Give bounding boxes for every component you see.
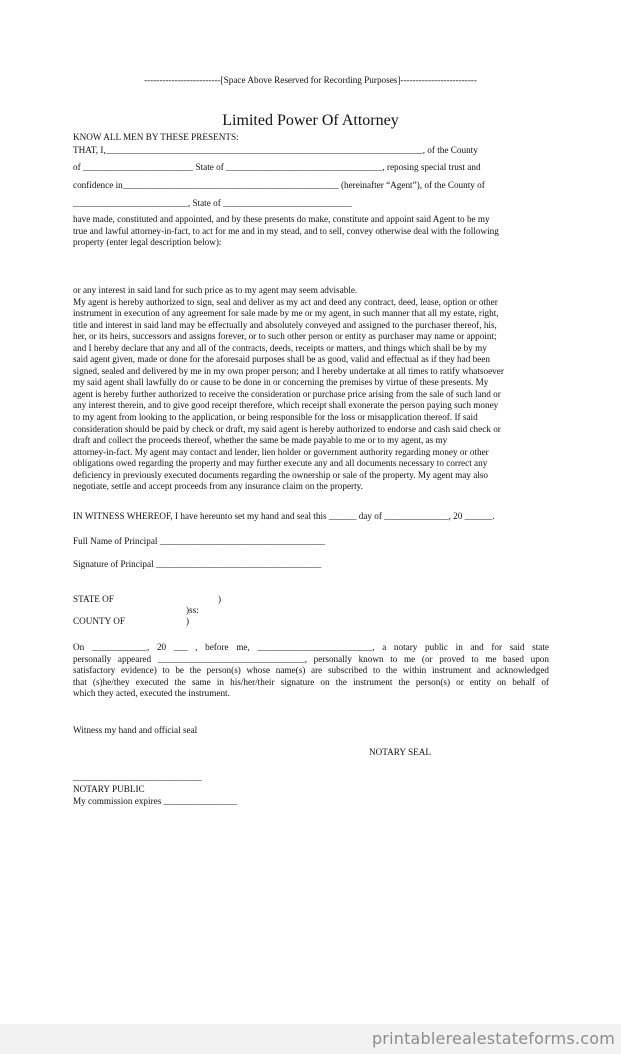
notary-line: On ____________, 20 ___ , before me, _________________________, a notary public in and for said state [73, 642, 549, 652]
document-title: Limited Power Of Attorney [222, 112, 399, 129]
venue-county-label: COUNTY OF [73, 616, 125, 626]
appointment-paragraph [73, 214, 549, 249]
agent-county-line: _________________________, State of ____________________________ [73, 198, 352, 208]
appointment-line: true and lawful attorney-in-fact, to act for me and in my stead, and to sell, convey otherwise deal with the following [73, 225, 499, 236]
body-line: consideration should be paid by check or draft, my said agent is hereby authorized to endorse and cash said check or [73, 423, 501, 434]
notary-line: personally appeared ________________________________, personally known to me (or proved to me based upon [73, 653, 549, 664]
body-line: said agent given, made or done for the aforesaid purposes shall be as good, valid and effectual as if they had been [73, 354, 490, 365]
notary-line: satisfactory evidence) to be the person(s) whose name(s) are subscribed to the within instrument and acknowledged [73, 665, 549, 676]
body-line: draft and collect the proceeds thereof, whether the same be made payable to me or to my agent, as my [73, 435, 448, 446]
body-line: title and interest in said land may be effectually and absolutely conveyed and assigned to the purchaser thereof, his, [73, 319, 497, 330]
body-line: her, or its heirs, successors and assigns forever, or to such other person or entity as purchaser may name or appoint; [73, 331, 497, 342]
body-line: deficiency in previously executed documents regarding the ownership or sale of the property. My agent may also [73, 469, 489, 480]
notary-signature-line: ____________________________ [73, 772, 202, 782]
body-line: instrument in execution of any agreement for sale made by me or my agent, in such manner that all my estate, right, [73, 308, 499, 319]
body-line: obligations owed regarding the property and may further execute any and all documents necessary to correct any [73, 458, 488, 469]
body-line: attorney-in-fact. My agent may contact and lender, lien holder or government authority regarding money or other [73, 446, 489, 457]
body-line: agent is hereby further authorized to receive the consideration or purchase price arising from the sale of such land or [73, 388, 501, 399]
venue-ss: )ss: [186, 605, 199, 615]
venue-state-label: STATE OF [73, 594, 114, 604]
body-line: signed, sealed and delivered by me in my own proper person; and I hereby undertake at all times to ratify whatsoever [73, 365, 504, 376]
venue-paren: ) [186, 616, 190, 626]
commission-expires-field: My commission expires ________________ [73, 796, 238, 806]
authority-paragraph [73, 285, 549, 493]
body-line: My agent is hereby authorized to sign, seal and deliver as my act and deed any contract, deed, lease, option or other [73, 296, 498, 307]
body-line: negotiate, settle and accept proceeds from any insurance claim on the property. [73, 481, 363, 492]
recording-space-note: -------------------------[Space Above Reserved for Recording Purposes]------------------------- [144, 75, 477, 85]
notary-public-label: NOTARY PUBLIC [73, 784, 145, 794]
signature-field: Signature of Principal ____________________________________ [73, 559, 322, 569]
witness-clause: IN WITNESS WHEREOF, I have hereunto set my hand and seal this ______ day of ______________, 20 ______. [73, 511, 495, 521]
appointment-line: property (enter legal description below): [73, 237, 222, 247]
intro-line-1: KNOW ALL MEN BY THESE PRESENTS: [73, 132, 239, 142]
body-line: any interest therein, and to give good receipt therefore, which receipt shall exonerate the person paying such money [73, 400, 499, 411]
notary-seal-label: NOTARY SEAL [369, 747, 431, 757]
appointment-line: have made, constituted and appointed, and by these presents do make, constitute and appoint said Agent to be my [73, 214, 490, 224]
full-name-field: Full Name of Principal ____________________________________ [73, 536, 326, 546]
notary-line: which they acted, executed the instrument. [73, 688, 230, 699]
body-line: and I hereby declare that any and all of the contracts, deeds, receipts or matters, and things which shall be by my [73, 342, 487, 353]
body-line: or any interest in said land for such price as to my agent may seem advisable. [73, 285, 358, 295]
principal-county-line: of ________________________ State of __________________________________, reposing special trust and [73, 162, 481, 172]
notary-acknowledgment [73, 642, 549, 700]
venue-paren: ) [218, 594, 222, 604]
body-line: to my agent from looking to the application, or being responsible for the loss or misapplication thereof. If said [73, 412, 478, 423]
notary-line: that (s)he/they executed the same in his/her/their signature on the instrument the person(s) or entity on behalf of [73, 676, 549, 687]
principal-name-line: THAT, I,_____________________________________________________________________, of the County [73, 145, 478, 155]
agent-name-line: confidence in_______________________________________________ (hereinafter “Agent”), of the County of [73, 180, 485, 190]
footer-watermark-link[interactable]: printablerealestateforms.com [371, 1029, 615, 1048]
witness-seal-text: Witness my hand and official seal [73, 725, 198, 735]
body-line: my said agent shall lawfully do or cause to be done in or concerning the premises by virtue of these presents. My [73, 377, 489, 388]
